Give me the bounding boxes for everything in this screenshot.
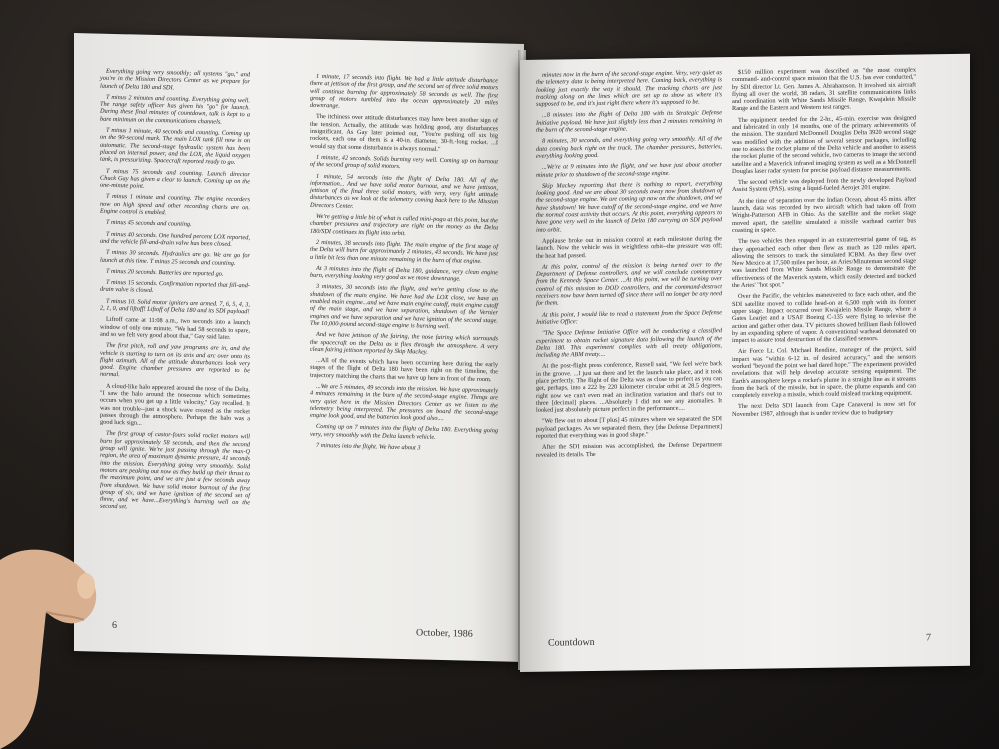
left-page-column-2 [310,73,498,458]
paragraph: minutes now in the burn of the second-stage engine. Very, very quiet as the telemetry data is being interpreted here. Coming back, everything is looking just exactly the way it should. The tracking charts are just tracking along on the lines which are set up to show us where it's supposed to be, and it's just right there where it's supposed to be. [536,69,722,108]
right-page-column-2 [732,66,916,422]
paragraph: At the time of separation over the Indian Ocean, about 45 mins. after launch, data was recorded by two aircraft which had taken off from Wright-Patterson AFB in Ohio. As the satellite and the rocket stage moved apart, the satellite simulated a missile warhead carrier bus coasting in space. [732,195,916,234]
paragraph: At this point, control of the mission is being turned over to the Department of Defense controllers, and we will conclude commentary from the Kennedy Space Center. ...At this point, we will be turning over control of this mission to DOD controllers, and the command-destruct receivers now have been turned off since there will no longer be any need for them. [536,261,722,308]
paragraph: 1 minute, 17 seconds into flight. We had a little attitude disturbance there at jettison of the first group, and the second set of three solid motors will continue burning for approximately 58 seconds as well. The first group of motors tumbled into the ocean approximately 20 miles downrange. [310,72,498,110]
paragraph: The first pitch, roll and yaw programs are in, and the vehicle is starting to turn on its axis and arc over onto its flight azimuth. All of the attitude disturbances look very good. Engine chamber pressures are reported to be normal. [100,341,250,379]
paragraph: T minus 30 seconds. Hydraulics are go. We are go for launch at this time. T minus 25 seconds and counting. [100,249,250,267]
paragraph: The first group of castor-fours solid rocket motors will burn for approximately 58 seconds, and then the second group will ignite. We're just passing through the max-Q region, the area of maximum dynamic pressure, 41 seconds into the mission. Everything going very smoothly. Solid motors are peaking out now as they build up their thrust to the maximum point, and we are just a few seconds away from shutdown. We have solid motor burnout of the first group of six, and we have ignition of the second set of three, and we have...Everything's burning well on the second set. [100,430,250,511]
left-page-number: 6 [112,619,117,632]
paragraph: T minus 75 seconds and counting. Launch director Chuck Gay has given a clear to launch. Coming up on the one-minute point. [100,167,250,190]
paragraph: After the SDI mission was accomplished, the Defense Department revealed its details. The [536,441,722,459]
paragraph: 3 minutes, 30 seconds into the flight, and we're getting close to the shutdown of the main engine. We have had the LOX close, we have an enabled main engine...and we have main engine cutoff, main engine cutoff of the main stage, and we have separation, shutdown of the Vernier engines and we have separation and we have ignition of the second stage. The 10,000-pound second-stage engine is burning well. [310,283,498,331]
paragraph: T minus 45 seconds and counting. [106,219,192,229]
right-page-column-1 [536,69,722,463]
paragraph: 1 minute, 42 seconds. Solids burning very well. Coming up on burnout of the second group of solid motors. [310,153,498,171]
paragraph: ...8 minutes into the flight of Delta 180 with its Strategic Defense Initiative payload. We have just slightly less than 2 minutes remaining in the burn of the second-stage engine. [536,109,722,134]
paragraph: T minus 1 minute and counting. The engine recorders now on high speed and other recording charts are on. Engine control is enabled. [100,193,250,217]
paragraph: At the post-flight press conference, Russell said, "We feel we're back in the groove. ...I just sat there and let the launch take place, and it took place perfectly. The flight of the Delta was as close to perfect as you can get, perhaps, into a 222 by 220 kilometer circular orbit at 28.5 degrees, right now we can't even read an inclination variation and that's out to three [decimal] places. ...Absolutely I did not see any anomalies. It looked just absolutely picture perfect in the performance.... [536,360,722,414]
paragraph: T minus 20 seconds. Batteries are reported go. [106,267,224,278]
right-page [520,54,970,672]
paragraph: T minus 15 seconds. Confirmation reported that fill-and-drain valve is closed. [100,278,250,295]
paragraph: T minus 2 minutes and counting. Everything going well. The range safety officer has given his "go" for launch. During these final minutes of countdown, talk is kept to a bare minimum on the communications channels. [100,93,250,126]
paragraph: At this point, I would like to read a statement from the Space Defense Initiative Office: [536,308,722,326]
paragraph: The itchiness over attitude disturbances may have been another sign of the tension. Actually, the attitude was holding good, any disturbances insignificant. As Gay later pointed out, "You're pushing off six big rockets, each one of them is a 40-in. diameter, 30-ft.-long rocket. ...I would say that some disturbance is always normal." [310,113,498,153]
paragraph: At 3 minutes into the flight of Delta 180, guidance, very clean engine burn, everything looking very good as we move downrange. [310,264,498,283]
paragraph: 2 minutes, 38 seconds into flight. The main engine of the first stage of the Delta will burn for approximately 2 minutes, 43 seconds. We have just a little bit less than one minute remaining in the burn of that engine. [310,238,498,265]
paragraph: And we have jettison of the fairing, the nose fairing which surrounds the spacecraft on the Delta as it flies through the atmosphere. A very clean fairing jettison reported by Skip Mackey. [310,331,498,356]
paragraph: 7 minutes into the flight. We have about 3 [316,441,421,452]
paragraph: The second vehicle was deployed from the newly developed Payload Assist System (PAS), using a liquid-fueled Aerojet 201 engine. [732,176,916,194]
paragraph: The next Delta SDI launch from Cape Canaveral is now set for November 1987, although that is under review due to budgetary [732,400,916,418]
left-page-footer-date: October, 1986 [416,627,473,640]
right-page-number: 7 [926,632,931,644]
paragraph: The two vehicles then engaged in an extraterrestrial game of tag, as they approached each other then flew as much as 120 miles apart, allowing the sensors to track the simulated ICBM. As they flew over New Mexico at 17,500 miles per hour, an Aries/Minuteman second stage was launched from White Sands Missile Range to demonstrate the effectiveness of the Maverick system, which easily detected and tracked the Aries' "hot spot." [732,235,916,290]
paragraph: T minus 40 seconds. One hundred percent LOX reported, and the vehicle fill-and-drain valve has been closed. [100,230,250,248]
paragraph: "We flew out to about [T plus] 45 minutes where we separated the SDI payload packages. As we separated them, they [the Defense Department] reported that everything was in good shape." [536,415,722,440]
paragraph: 8 minutes, 30 seconds, and everything going very smoothly. All of the data coming back right on the track. The chamber pressures, batteries, everything looking good. [536,135,722,160]
paragraph: ...We are 5 minutes, 49 seconds into the mission. We have approximately 4 minutes remaining in the burn of the second-stage engine. Things are very quiet here in the Mission Directors Center as we listen to the telemetry being interpreted. The pressures on board the second-stage engine look good, and the batteries look good also.... [310,382,499,423]
paragraph: Applause broke out in mission control at each milestone during the launch. Now the vehicle was in weightless orbit--the pressure was off; the heat had passed. [536,235,722,260]
paragraph: 1 minute, 54 seconds into the flight of Delta 180. All of the information... And we have solid motor burnout, and we have jettison, jettison of the final three solid motors, with very, very light attitude disturbances as we look at the telemetry coming back here to the Mission Directors Center. [310,172,498,210]
paragraph: A cloud-like halo appeared around the nose of the Delta. "I saw the halo around the nosecone which sometimes occurs when you get up a little velocity," Gay recalled. It was not trouble--just a shock wave created as the rocket passes through the atmosphere. Perhaps the halo was a good luck sign... [100,382,250,427]
paragraph: Air Force Lt. Col. Michael Rendine, manager of the project, said impact was "within 6-12 in. of desired accuracy," and the sensors worked "beyond the point we had dared hope." The experiment provided revelations that will help develop accurate sensing equipment. The Earth's atmosphere keeps a rocket's plume in a straight line as it streams from the back of the missile, but in space, the plume expands and can completely envelop a missile, which could mislead tracking equipment. [732,345,916,400]
paragraph: The equipment needed for the 2-hr., 45-min. exercise was designed and fabricated in only 14 months, one of the primary achievements of the mission. The standard McDonnell Douglas Delta 3920 second stage was modified with the addition of several sensor packages, including one to assess the rocket plume of the Delta vehicle and another to assess the rocket plume of the second vehicle, two cameras to image the second satellite and a Maverick infrared imaging system as well as a McDonnell Douglas laser radar system for precise payload distance measurements. [732,114,916,175]
paragraph: ...All of the events which have been occurring here during the early stages of the flight of Delta 180 have been right on the timeline, the trajectory matching the charts that we have up here in front of the room. [310,357,498,383]
paragraph: $150 million experiment was described as "the most complex command- and-control space mission that the U.S. has ever conducted," by SDI director Lt. Gen. James A. Abrahamson. It involved six aircraft flying all over the world, 38 radars, 31 satellite communications links and coordination with White Sands Missile Range, Kwajalein Missile Range and the Eastern and Western test ranges. [732,66,916,113]
right-page-footer-label: Countdown [548,636,595,649]
paragraph: Skip Mackey reporting that there is nothing to report, everything looking good. And we are about 30 seconds away now from shutdown of the second-stage engine. We are coming up now on the shutdown, and we have shutdown! We have cutoff of the second-stage engine, and we have the normal coast activity that occurs. At this point, everything appears to have gone very well in the launch of Delta 180 carrying an SDI payload into orbit. [536,180,722,234]
paragraph: We're getting a little bit of what is called mini-pogo at this point, but the chamber pressures and trajectory are right on the money as the Delta 180/SDI continues its flight into orbit. [310,212,498,237]
paragraph: Everything going very smoothly; all systems "go," and you're in the Mission Directors Center as we prepare for launch of Delta 180 and SDI. [100,67,250,92]
paragraph: T minus 1 minute, 40 seconds and counting. Coming up on the 90-second mark. The main LOX tank fill now is on automatic. The second-stage hydraulic system has been placed on internal power, and the LOX, the liquid oxygen tank, is pressurizing. Spacecraft reported ready to go. [100,126,250,167]
left-page [74,33,524,662]
left-page-column-1 [100,68,250,518]
paragraph: ...We're at 9 minutes into the flight, and we have just about another minute prior to shutdown of the second-stage engine. [536,161,722,179]
paragraph: Liftoff came at 11:08 a.m., two seconds into a launch window of only one minute. "We had 58 seconds to spare, and so we felt very good about that," Gay said later. [100,316,250,341]
paragraph: "The Space Defense Initiative Office will be conducting a classified experiment to obtain rocket signature data following the launch of the Delta 180. This experiment complies with all treaty obligations, including the ABM treaty.... [536,327,722,359]
paragraph: T minus 10. Solid motor igniters are armed. 7, 6, 5, 4, 3, 2, 1, 0, and liftoff! Liftoff of Delta 180 and its SDI payload! [100,297,250,316]
hand-holding-book [0,520,110,749]
paragraph: Over the Pacific, the vehicles maneuvered to face each other, and the SDI satellite moved to collide head-on at 6,500 mph with its former upper stage. Impact occurred over Kwajalein Missile Range, where a Gates Learjet and a USAF Boeing C-135 were flying to televise the action and gather other data. TV pictures showed brilliant flash followed by an expanding sphere of vapor. A conventional warhead detonated on impact to assure total destruction of the classified sensors. [732,290,916,345]
paragraph: Coming up on 7 minutes into the flight of Delta 180. Everything going very, very smoothly with the Delta launch vehicle. [310,423,498,441]
